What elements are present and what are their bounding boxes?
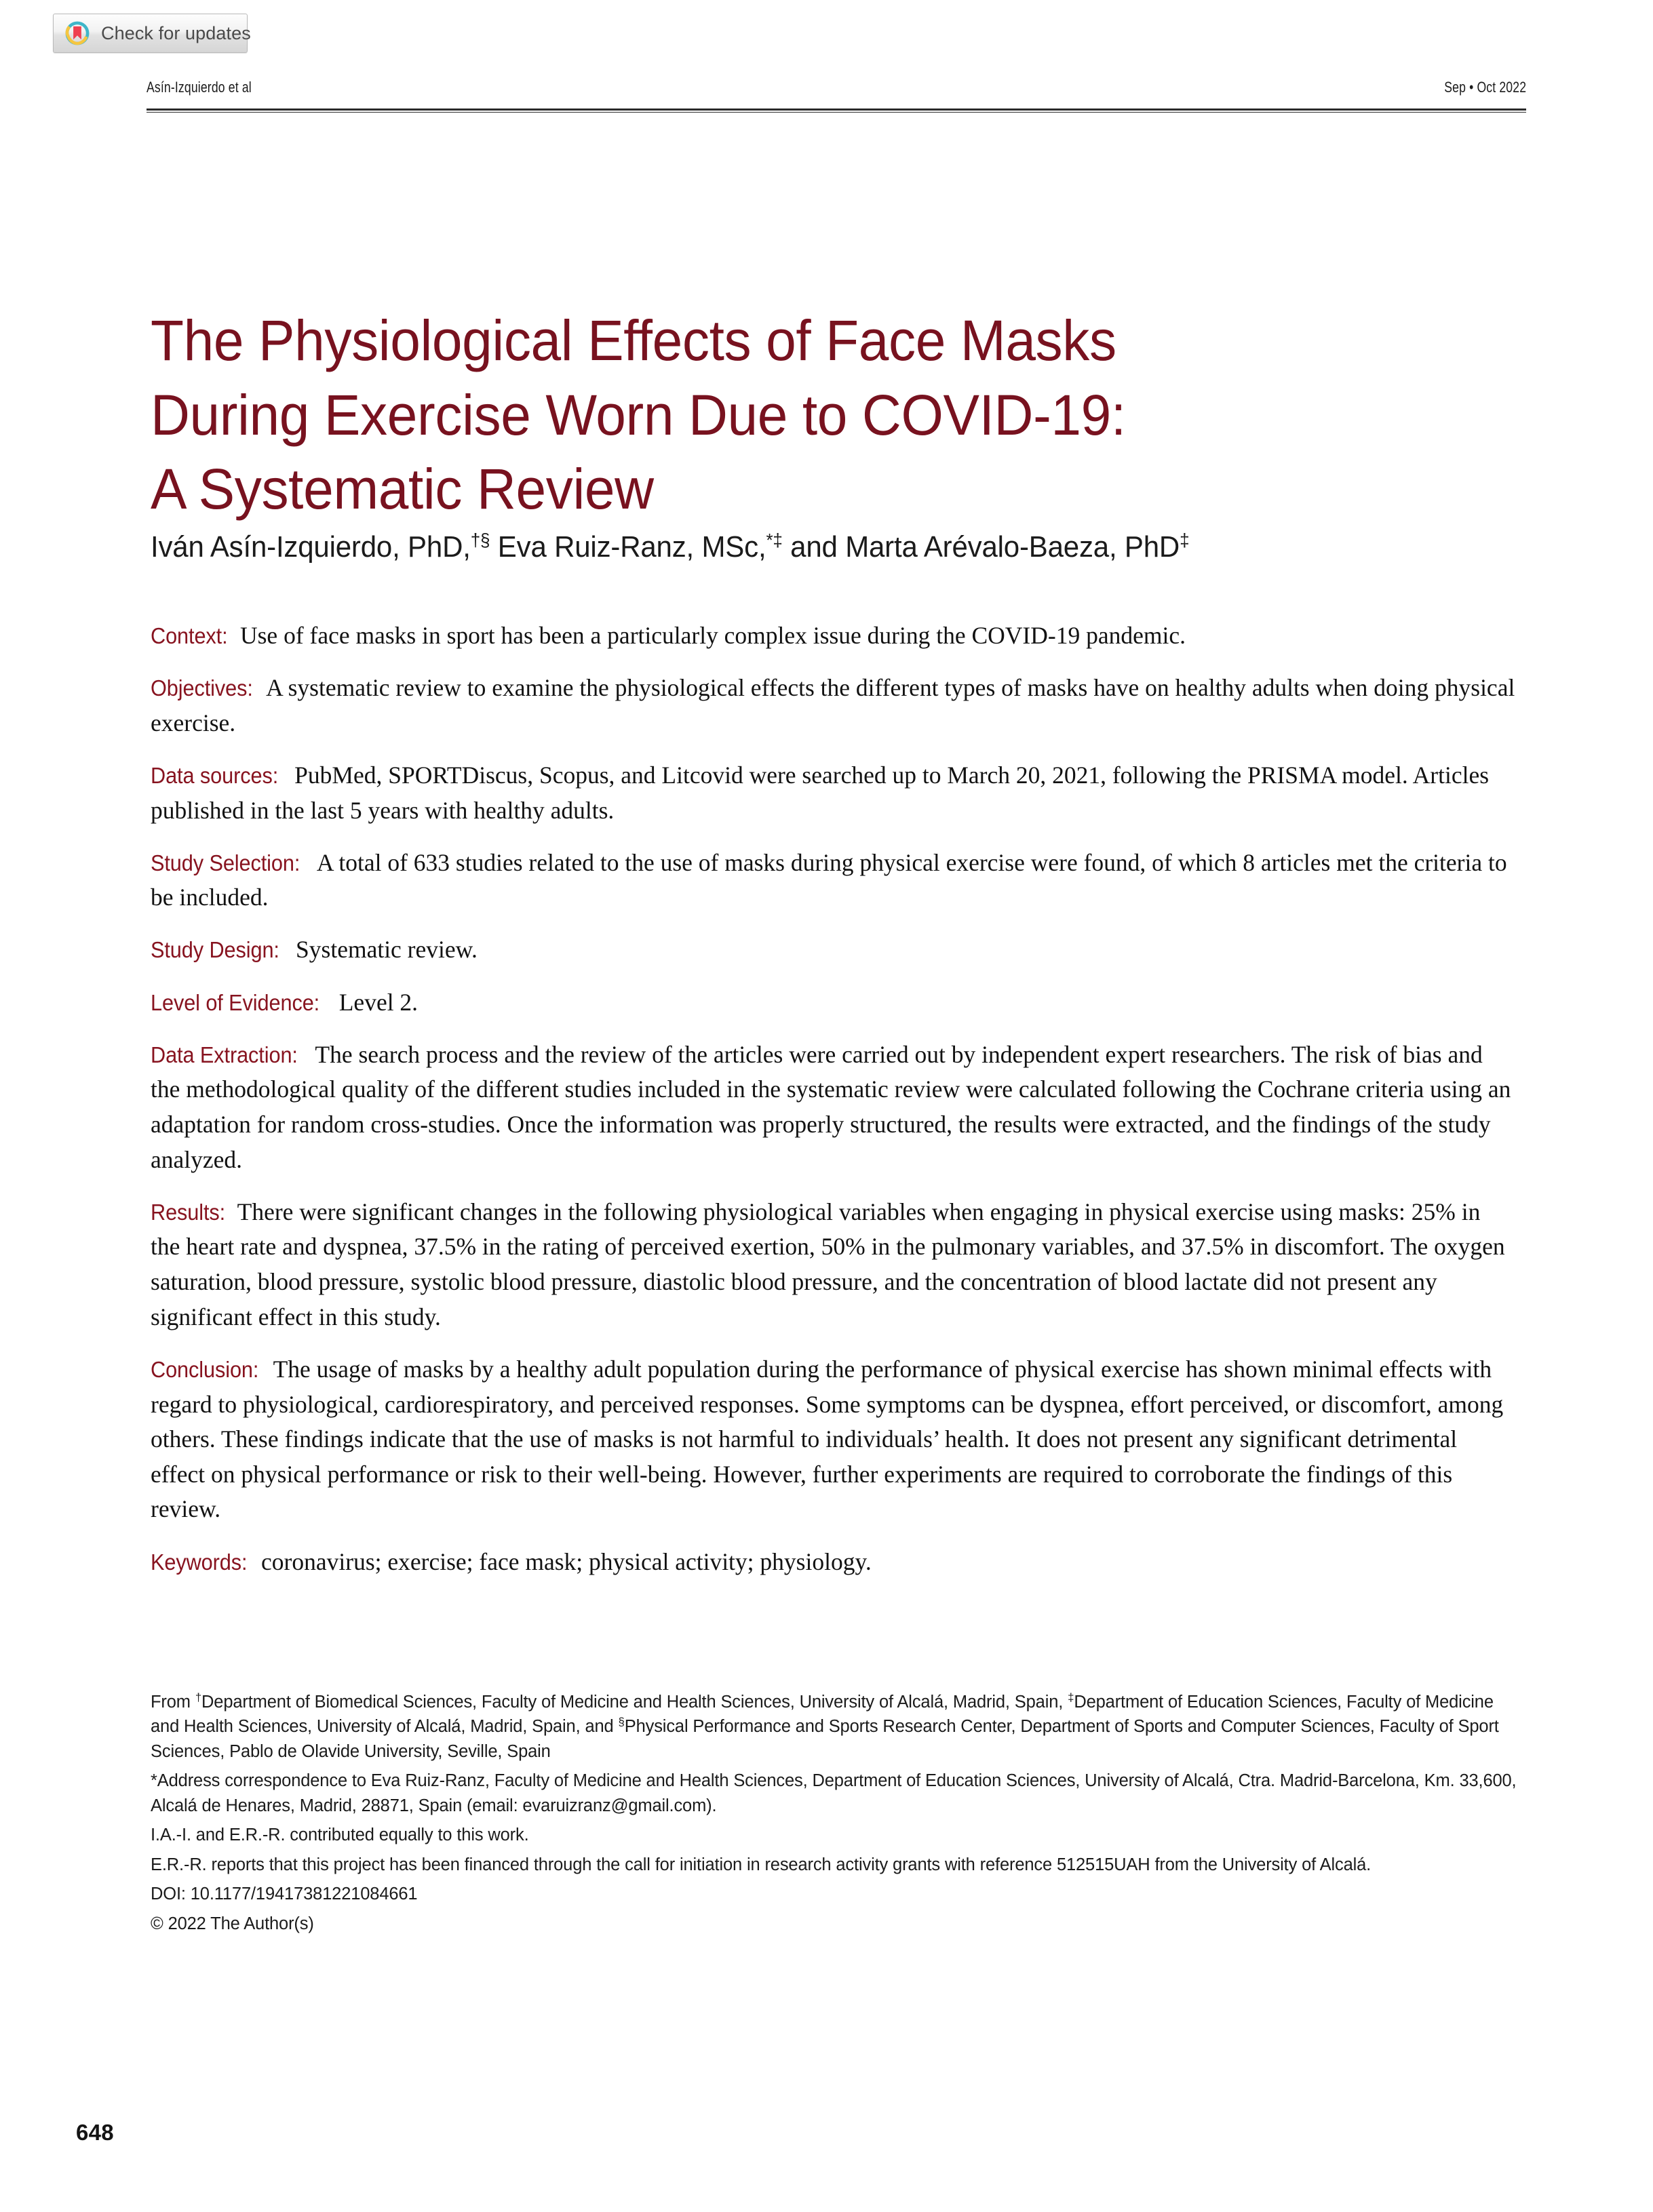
check-for-updates-badge[interactable]	[53, 14, 251, 53]
abstract-section-keywords	[151, 1545, 1515, 1580]
abstract-label-data-extraction: Data Extraction:	[151, 1042, 298, 1067]
article-title-line-2: During Exercise Worn Due to COVID-19:	[151, 382, 1126, 447]
footnote-copyright: © 2022 The Author(s)	[151, 1914, 314, 1933]
abstract-text-objectives: A systematic review to examine the physiological effects the different types of masks have on healthy adults when doing physical exercise.	[151, 674, 1515, 736]
abstract-label-context: Context:	[151, 623, 228, 648]
structured-abstract	[151, 618, 1515, 1597]
abstract-text-keywords: coronavirus; exercise; face mask; physical activity; physiology.	[261, 1547, 872, 1575]
abstract-label-objectives: Objectives:	[151, 675, 253, 701]
abstract-text-context: Use of face masks in sport has been a particularly complex issue during the COVID-19 pandemic.	[239, 622, 1186, 649]
header-divider	[147, 108, 1526, 113]
abstract-text-level-of-evidence: Level 2.	[338, 988, 419, 1016]
abstract-label-study-design: Study Design:	[151, 937, 279, 963]
abstract-section-context	[151, 618, 1515, 654]
abstract-text-study-selection: A total of 633 studies related to the use of masks during physical exercise were found, of which 8 articles met the criteria to be included.	[151, 848, 1507, 911]
running-head-issue-date: Sep • Oct 2022	[1444, 79, 1526, 96]
footnote-contribution: I.A.-I. and E.R.-R. contributed equally to this work.	[151, 1825, 529, 1845]
abstract-section-conclusion	[151, 1352, 1515, 1527]
abstract-label-conclusion: Conclusion:	[151, 1356, 259, 1382]
article-title	[151, 304, 1446, 527]
abstract-text-study-design: Systematic review.	[296, 936, 478, 964]
abstract-section-level-of-evidence	[151, 985, 1515, 1021]
author-byline: Iván Asín-Izquierdo, PhD,†§ Eva Ruiz-Ranz, MSc,*‡ and Marta Arévalo-Baeza, PhD‡	[151, 529, 1190, 564]
footnote-correspondence: *Address correspondence to Eva Ruiz-Ranz, Faculty of Medicine and Health Sciences, Department of Education Sciences, University of Alcalá, Ctra. Madrid-Barcelona, Km. 33,600, Alcalá de Henares, Madrid, 28871, Spain (email: evaruizranz@gmail.com).	[151, 1771, 1517, 1815]
abstract-section-objectives	[151, 671, 1515, 740]
footnote-funding: E.R.-R. reports that this project has been financed through the call for initiation in research activity grants with reference 512515UAH from the University of Alcalá.	[151, 1855, 1372, 1874]
check-for-updates-label: Check for updates	[101, 22, 251, 43]
article-title-line-3: A Systematic Review	[151, 457, 654, 521]
footnote-affiliations: From †Department of Biomedical Sciences, Faculty of Medicine and Health Sciences, University of Alcalá, Madrid, Spain, ‡Department of Education Sciences, Faculty of Medicine and Health Sciences, University of Alcalá, Madrid, Spain, and §Physical Performance and Sports Research Center, Department of Sports and Computer Sciences, Faculty of Sport Sciences, Pablo de Olavide University, Seville, Spain	[151, 1691, 1499, 1761]
footnote-doi: DOI: 10.1177/19417381221084661	[151, 1884, 418, 1904]
running-head-authors: Asín-Izquierdo et al	[147, 79, 252, 96]
abstract-text-conclusion: The usage of masks by a healthy adult population during the performance of physical exercise has shown minimal effects with regard to physiological, cardiorespiratory, and perceived responses. Some symptoms can be dyspnea, effort perceived, or discomfort, among others. These findings indicate that the use of masks is not harmful to individuals’ health. It does not present any significant detrimental effect on physical performance or risk to their well-being. However, further experiments are required to corroborate the findings of this review.	[151, 1355, 1504, 1523]
abstract-label-data-sources: Data sources:	[151, 762, 279, 788]
abstract-section-study-selection	[151, 846, 1515, 915]
abstract-label-keywords: Keywords:	[151, 1549, 248, 1575]
abstract-text-data-extraction: The search process and the review of the articles were carried out by independent expert researchers. The risk of bias and the methodological quality of the different studies included in the systematic review were calculated following the Cochrane criteria using an adaptation for random cross-studies. Once the information was properly structured, the results were extracted, and the findings of the study analyzed.	[151, 1040, 1511, 1173]
article-title-line-1: The Physiological Effects of Face Masks	[151, 309, 1116, 373]
abstract-label-results: Results:	[151, 1199, 226, 1225]
footnote-block	[151, 1690, 1526, 1941]
abstract-section-data-sources	[151, 758, 1515, 828]
abstract-section-study-design	[151, 932, 1515, 968]
running-head	[147, 79, 1526, 96]
abstract-section-results	[151, 1195, 1515, 1335]
crossmark-icon	[63, 19, 92, 47]
abstract-label-study-selection: Study Selection:	[151, 850, 300, 875]
abstract-text-data-sources: PubMed, SPORTDiscus, Scopus, and Litcovid were searched up to March 20, 2021, following the PRISMA model. Articles published in the last 5 years with healthy adults.	[151, 761, 1490, 824]
abstract-section-data-extraction	[151, 1038, 1515, 1178]
abstract-text-results: There were significant changes in the following physiological variables when engaging in physical exercise using masks: 25% in the heart rate and dyspnea, 37.5% in the rating of perceived exertion, 50% in the pulmonary variables, and 37.5% in discomfort. The oxygen saturation, blood pressure, systolic blood pressure, diastolic blood pressure, and the concentration of blood lactate did not present any significant effect in this study.	[151, 1198, 1505, 1330]
page-number: 648	[76, 2120, 114, 2145]
abstract-label-level-of-evidence: Level of Evidence:	[151, 989, 320, 1015]
